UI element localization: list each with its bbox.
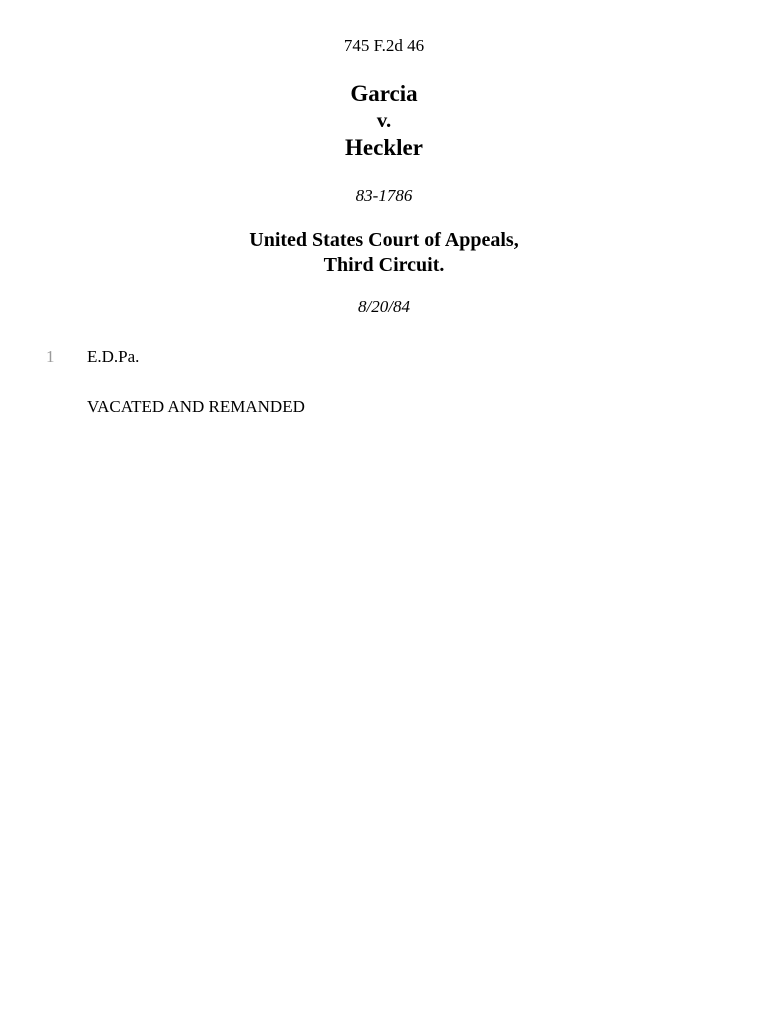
paragraph-text: E.D.Pa. xyxy=(87,347,140,366)
docket-number: 83-1786 xyxy=(355,186,413,205)
court-name-line1: United States Court of Appeals, xyxy=(249,229,519,251)
court-name xyxy=(0,228,768,278)
plaintiff-name: Garcia xyxy=(350,81,418,106)
paragraph-number: 1 xyxy=(46,347,55,366)
court-name-line2: Third Circuit. xyxy=(323,254,445,276)
case-citation: 745 F.2d 46 xyxy=(343,36,425,55)
defendant-name: Heckler xyxy=(345,135,423,160)
decision-date: 8/20/84 xyxy=(358,297,410,316)
case-title xyxy=(0,80,768,161)
disposition: VACATED AND REMANDED xyxy=(87,397,305,416)
versus-label: v. xyxy=(376,108,392,132)
